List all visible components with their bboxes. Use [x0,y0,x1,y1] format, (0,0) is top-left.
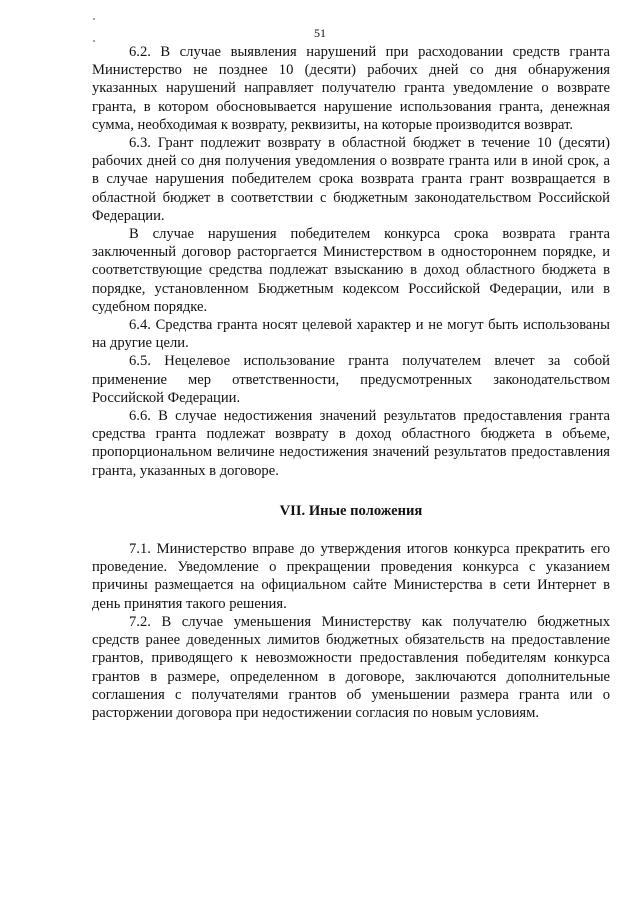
scan-speck [93,18,95,20]
paragraph-6-5: 6.5. Нецелевое использование гранта получателем влечет за собой применение мер ответственности, предусмотренных законодательством Российской Федерации. [92,353,610,406]
paragraph-7-2: 7.2. В случае уменьшения Министерству как получателю бюджетных средств ранее доведенных лимитов бюджетных обязательств на предоставление грантов, приводящего к невозможности предоставления победителям конкурса грантов в размере, определенном в договоре, заключаются дополнительные соглашения с получателями грантов об уменьшении размера гранта или о расторжении договора при недостижении согласия по новым условиям. [92,613,610,721]
paragraph-6-6: 6.6. В случае недостижения значений результатов предоставления гранта средства гранта подлежат возврату в доход областного бюджета в объеме, пропорциональном величине недостижения значений результатов предоставления гранта, указанных в договоре. [92,408,610,479]
page-number: 51 [314,26,326,40]
document-body [92,43,610,722]
paragraph-6-3-cont: В случае нарушения победителем конкурса срока возврата гранта заключенный договор расторгается Министерством в одностороннем порядке, и соответствующие средства подлежат взысканию в доход областного бюджета в порядке, установленном Бюджетным кодексом Российской Федерации, или в судебном порядке. [92,226,610,315]
paragraph-6-3: 6.3. Грант подлежит возврату в областной бюджет в течение 10 (десяти) рабочих дней со дня получения уведомления о возврате гранта или в иной срок, а в случае нарушения победителем срока возврата гранта грант возвращается в областной бюджет в соответствии с бюджетным законодательством Российской Федерации. [92,135,610,224]
paragraph-6-4: 6.4. Средства гранта носят целевой характер и не могут быть использованы на другие цели. [92,317,610,352]
paragraph-6-2: 6.2. В случае выявления нарушений при расходовании средств гранта Министерство не позднее 10 (десяти) рабочих дней со дня обнаружения указанных нарушений направляет получателю гранта уведомление о возврате гранта, в котором обосновывается нарушение использования гранта, денежная сумма, необходимая к возврату, реквизиты, на которые производится возврат. [92,44,610,133]
paragraph-7-1: 7.1. Министерство вправе до утверждения итогов конкурса прекратить его проведение. Уведомление о прекращении проведения конкурса с указанием причины размещается на официальном сайте Министерства в сети Интернет в день принятия такого решения. [92,541,610,612]
section-heading: VII. Иные положения [279,502,423,519]
